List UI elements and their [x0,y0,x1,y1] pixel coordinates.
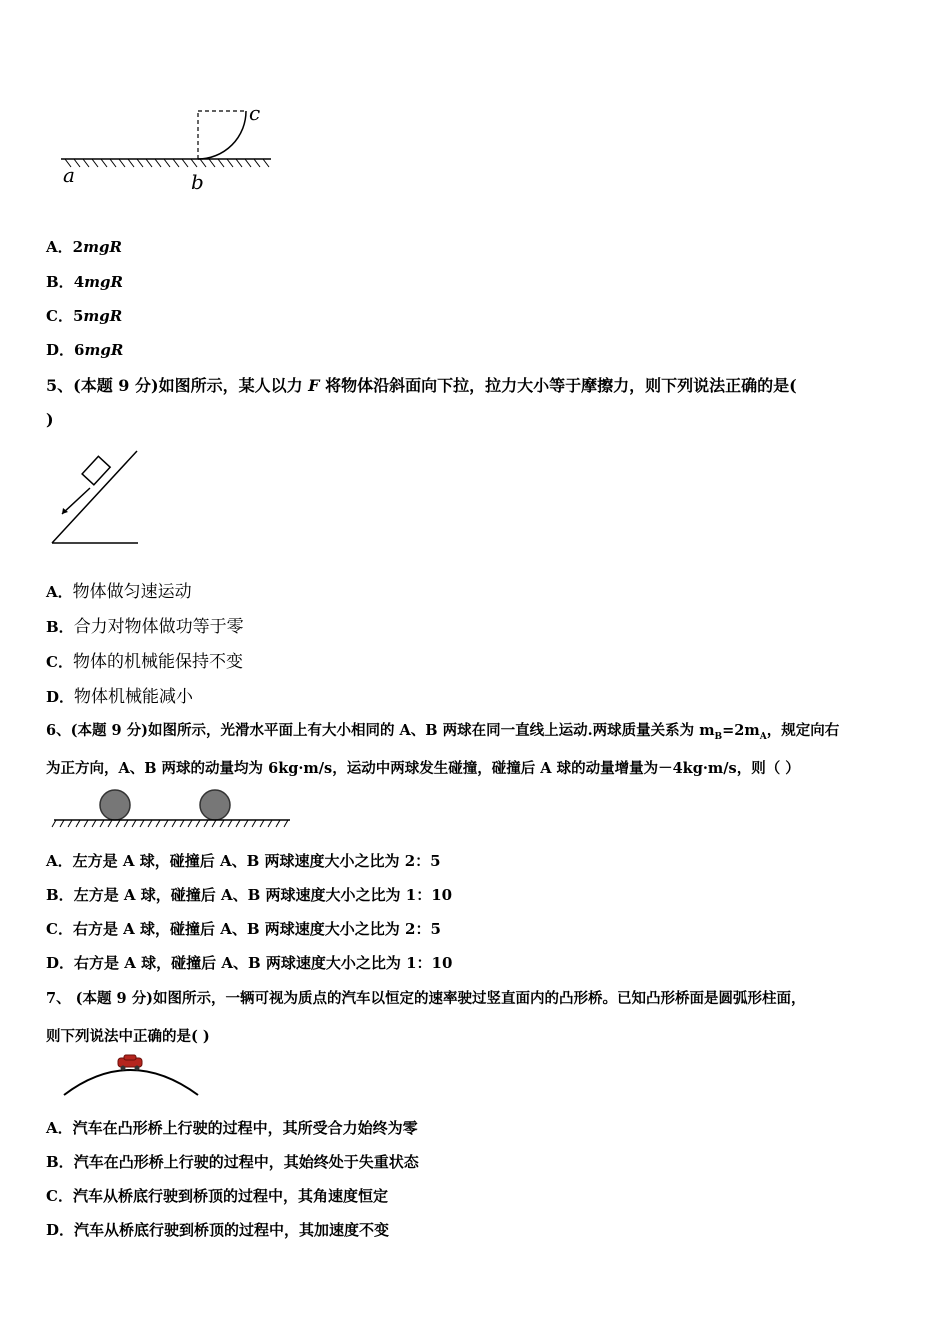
q7-stem-line1: 7、 (本题 9 分)如图所示，一辆可视为质点的汽车以恒定的速率驶过竖直面内的凸形桥。已知凸形桥面是圆弧形柱面， [46,990,806,1007]
ground-hatching-2 [52,820,288,827]
q6-option-d: D．右方是 A 球，碰撞后 A、B 两球速度大小之比为 1：10 [46,954,453,972]
incline-figure [50,448,150,548]
car-icon [118,1055,142,1071]
q4-option-b: B．4mgR [46,273,123,291]
q5-stem: 5、(本题 9 分)如图所示，某人以力 F 将物体沿斜面向下拉，拉力大小等于摩擦力，则下列说法正确的是( [46,376,797,395]
convex-bridge-figure [60,1053,210,1103]
q5-option-b: B．合力对物体做功等于零 [46,617,244,637]
q4-option-a: A．2mgR [46,238,122,256]
q4-option-d: D．6mgR [46,341,124,359]
q6-stem-line2: 为正方向，A、B 两球的动量均为 6kg·m/s，运动中两球发生碰撞，碰撞后 A 球的动量增量为－4kg·m/s，则（ ） [46,760,800,777]
q6-option-b: B．左方是 A 球，碰撞后 A、B 两球速度大小之比为 1：10 [46,886,453,904]
q6-option-c: C．右方是 A 球，碰撞后 A、B 两球速度大小之比为 2：5 [46,920,441,938]
q7-option-d: D．汽车从桥底行驶到桥顶的过程中，其加速度不变 [46,1221,390,1239]
bridge-arc [64,1070,198,1095]
quarter-circle-arc [198,111,246,159]
q5-option-a: A．物体做匀速运动 [46,582,192,602]
q7-option-a: A．汽车在凸形桥上行驶的过程中，其所受合力始终为零 [46,1119,418,1137]
left-ball [100,790,130,820]
q6-stem-line1: 6、(本题 9 分)如图所示，光滑水平面上有大小相同的 A、B 两球在同一直线上运动.两球质量关系为 $m_B=2m_A$，规定向右 [46,722,840,742]
q5-stem-close: ) [46,410,54,429]
pull-rope [62,488,90,514]
ground-hatching [65,159,269,167]
q7-option-b: B．汽车在凸形桥上行驶的过程中，其始终处于失重状态 [46,1153,419,1171]
block [82,456,110,484]
two-balls-figure [50,787,300,837]
label-b: b [191,170,204,194]
q7-stem-line2: 则下列说法中正确的是( ) [46,1028,210,1045]
quarter-circle-track-figure [55,100,295,200]
q5-option-d: D．物体机械能减小 [46,687,194,707]
q7-option-c: C．汽车从桥底行驶到桥顶的过程中，其角速度恒定 [46,1187,388,1205]
label-a: a [63,163,75,187]
q6-option-a: A．左方是 A 球，碰撞后 A、B 两球速度大小之比为 2：5 [46,852,441,870]
q4-option-c: C．5mgR [46,307,123,325]
q5-option-c: C．物体的机械能保持不变 [46,652,243,672]
right-ball [200,790,230,820]
label-c: c [249,101,261,125]
